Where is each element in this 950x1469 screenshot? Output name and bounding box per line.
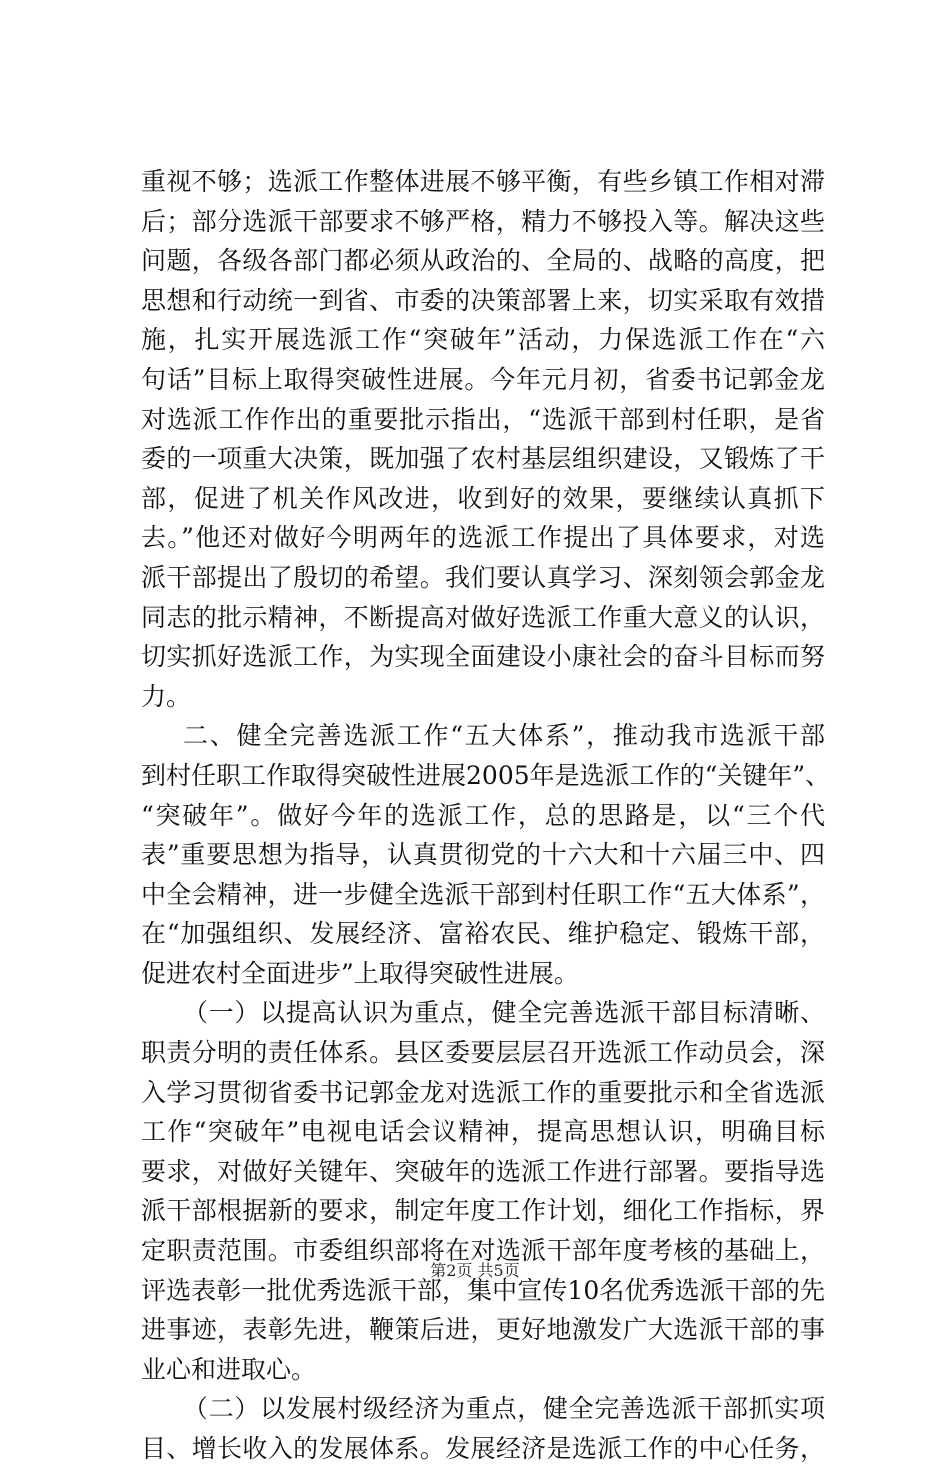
text-line: 表”重要思想为指导，认真贯彻党的十六大和十六届三中、四	[141, 840, 825, 870]
text-line: 重视不够；选派工作整体进展不够平衡，有些乡镇工作相对滞	[141, 167, 825, 196]
text-line: 到村任职工作取得突破性进展2005年是选派工作的“关键年”、	[141, 760, 831, 790]
text-line: 评选表彰一批优秀选派干部，集中宣传10名优秀选派干部的先	[141, 1275, 825, 1305]
text-line: 去。”他还对做好今明两年的选派工作提出了具体要求，对选	[141, 523, 825, 553]
text-line: 问题，各级各部门都必须从政治的、全局的、战略的高度，把	[141, 246, 825, 276]
subsection-heading: （一）以提高认识为重点，健全完善选派干部目标清晰、	[183, 998, 825, 1028]
text-line: 职责分明的责任体系。县区委要层层召开选派工作动员会，深	[141, 1038, 825, 1068]
text-line: 要求，对做好关键年、突破年的选派工作进行部署。要指导选	[141, 1156, 825, 1186]
section-heading: 二、健全完善选派工作“五大体系”，推动我市选派干部	[183, 721, 825, 751]
text-line: 对选派工作作出的重要批示指出，“选派干部到村任职，是省	[141, 404, 825, 434]
text-line: 同志的批示精神，不断提高对做好选派工作重大意义的认识，	[141, 602, 825, 632]
text-line: 在“加强组织、发展经济、富裕农民、维护稳定、锻炼干部，	[141, 919, 825, 949]
text-line: 入学习贯彻省委书记郭金龙对选派工作的重要批示和全省选派	[141, 1077, 825, 1107]
subsection-heading: （二）以发展村级经济为重点，健全完善选派干部抓实项	[183, 1394, 825, 1424]
page-footer	[0, 1261, 950, 1281]
text-line: 目、增长收入的发展体系。发展经济是选派工作的中心任务，	[141, 1434, 825, 1463]
text-line: 思想和行动统一到省、市委的决策部署上来，切实采取有效措	[141, 285, 825, 315]
text-line: 派干部根据新的要求，制定年度工作计划，细化工作指标，界	[141, 1196, 825, 1226]
text-line: “突破年”。做好今年的选派工作，总的思路是，以“三个代	[141, 800, 825, 830]
text-line: 定职责范围。市委组织部将在对选派干部年度考核的基础上，	[141, 1236, 825, 1266]
text-line: 中全会精神，进一步健全选派干部到村任职工作“五大体系”，	[141, 879, 825, 909]
text-line: 句话”目标上取得突破性进展。今年元月初，省委书记郭金龙	[141, 364, 825, 394]
text-line: 进事迹，表彰先进，鞭策后进，更好地激发广大选派干部的事	[141, 1315, 825, 1345]
text-line: 业心和进取心。	[141, 1354, 317, 1384]
text-line: 部，促进了机关作风改进，收到好的效果，要继续认真抓下	[141, 483, 825, 513]
text-line: 切实抓好选派工作，为实现全面建设小康社会的奋斗目标而努	[141, 642, 825, 672]
text-line: 力。	[141, 681, 192, 711]
text-line: 委的一项重大决策，既加强了农村基层组织建设，又锻炼了干	[141, 444, 825, 474]
text-line: 后；部分选派干部要求不够严格，精力不够投入等。解决这些	[141, 206, 825, 236]
text-line: 工作“突破年”电视电话会议精神，提高思想认识，明确目标	[141, 1117, 825, 1147]
page-number: 第2页 共5页	[430, 1261, 520, 1280]
text-line: 施，扎实开展选派工作“突破年”活动，力保选派工作在“六	[141, 325, 825, 355]
text-line: 派干部提出了殷切的希望。我们要认真学习、深刻领会郭金龙	[141, 562, 825, 592]
text-line: 促进农村全面进步”上取得突破性进展。	[141, 958, 579, 988]
